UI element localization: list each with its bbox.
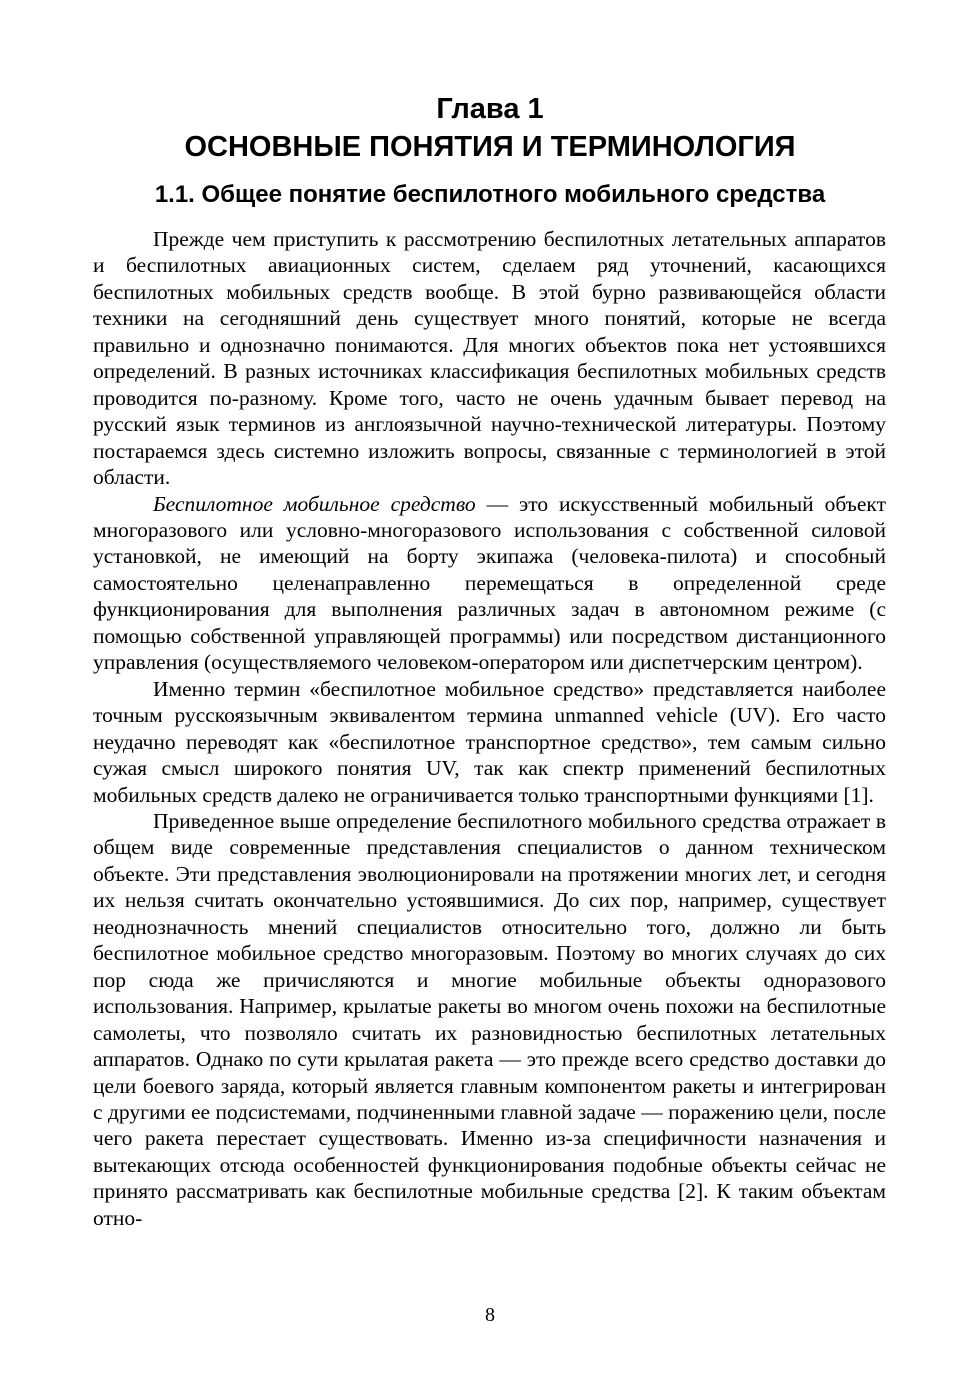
defined-term: Беспилотное мобильное средство xyxy=(153,491,476,516)
chapter-number: Глава 1 xyxy=(436,93,544,125)
body-text xyxy=(93,226,886,1231)
paragraph: Именно термин «беспилотное мобильное средство» представляется наиболее точным русскоязычным эквивалентом термина unmanned vehicle (UV). Его часто неудачно переводят как «беспилотное транспортное средство», тем самым сильно сужая смысл широкого понятия UV, так как спектр применений беспилотных мобильных средств далеко не ограничивается только транспортными функциями [1]. xyxy=(93,676,886,807)
paragraph-definition xyxy=(93,491,886,676)
definition-text: — это искусственный мобильный объект многоразового или условно-многоразового использования с собственной силовой установкой, не имеющий на борту экипажа (человека-пилота) и способный самостоятельно целенаправленно перемещаться в определенной среде функционирования для выполнения различных задач в автономном режиме (с помощью собственной управляющей программы) или посредством дистанционного управления (осуществляемого человеком-оператором или диспетчерским центром). xyxy=(93,491,886,675)
paragraph: Прежде чем приступить к рассмотрению беспилотных летательных аппаратов и беспилотных авиационных систем, сделаем ряд уточнений, касающихся беспилотных мобильных средств вообще. В этой бурно развивающейся области техники на сегодняшний день существует много понятий, которые не всегда правильно и однозначно понимаются. Для многих объектов пока нет устоявшихся определений. В разных источниках классификация беспилотных мобильных средств проводится по-разному. Кроме того, часто не очень удачным бывает перевод на русский язык терминов из англоязычной научно-технической литературы. Поэтому постараемся здесь системно изложить вопросы, связанные с терминологией в этой области. xyxy=(93,227,886,490)
chapter-title: ОСНОВНЫЕ ПОНЯТИЯ И ТЕРМИНОЛОГИЯ xyxy=(184,131,796,163)
page-number: 8 xyxy=(485,1304,495,1326)
section-title: 1.1. Общее понятие беспилотного мобильного средства xyxy=(154,181,826,208)
paragraph: Приведенное выше определение беспилотного мобильного средства отражает в общем виде современные представления специалистов о данном техническом объекте. Эти представления эволюционировали на протяжении многих лет, и сегодня их нельзя считать окончательно устоявшимися. До сих пор, например, существует неоднозначность мнений специалистов относительно того, должно ли быть беспилотное мобильное средство многоразовым. Поэтому во многих случаях до сих пор сюда же причисляются и многие мобильные объекты одноразового использования. Например, крылатые ракеты во многом очень похожи на беспилотные самолеты, что позволяло считать их разновидностью беспилотных летательных аппаратов. Однако по сути крылатая ракета — это прежде всего средство доставки до цели боевого заряда, который является главным компонентом ракеты и интегрирован с другими ее подсистемами, подчиненными главной задаче — поражению цели, после чего ракета перестает существовать. Именно из-за специфичности назначения и вытекающих отсюда особенностей функционирования подобные объекты сейчас не принято рассматривать как беспилотные мобильные средства [2]. К таким объектам отно- xyxy=(93,808,886,1230)
